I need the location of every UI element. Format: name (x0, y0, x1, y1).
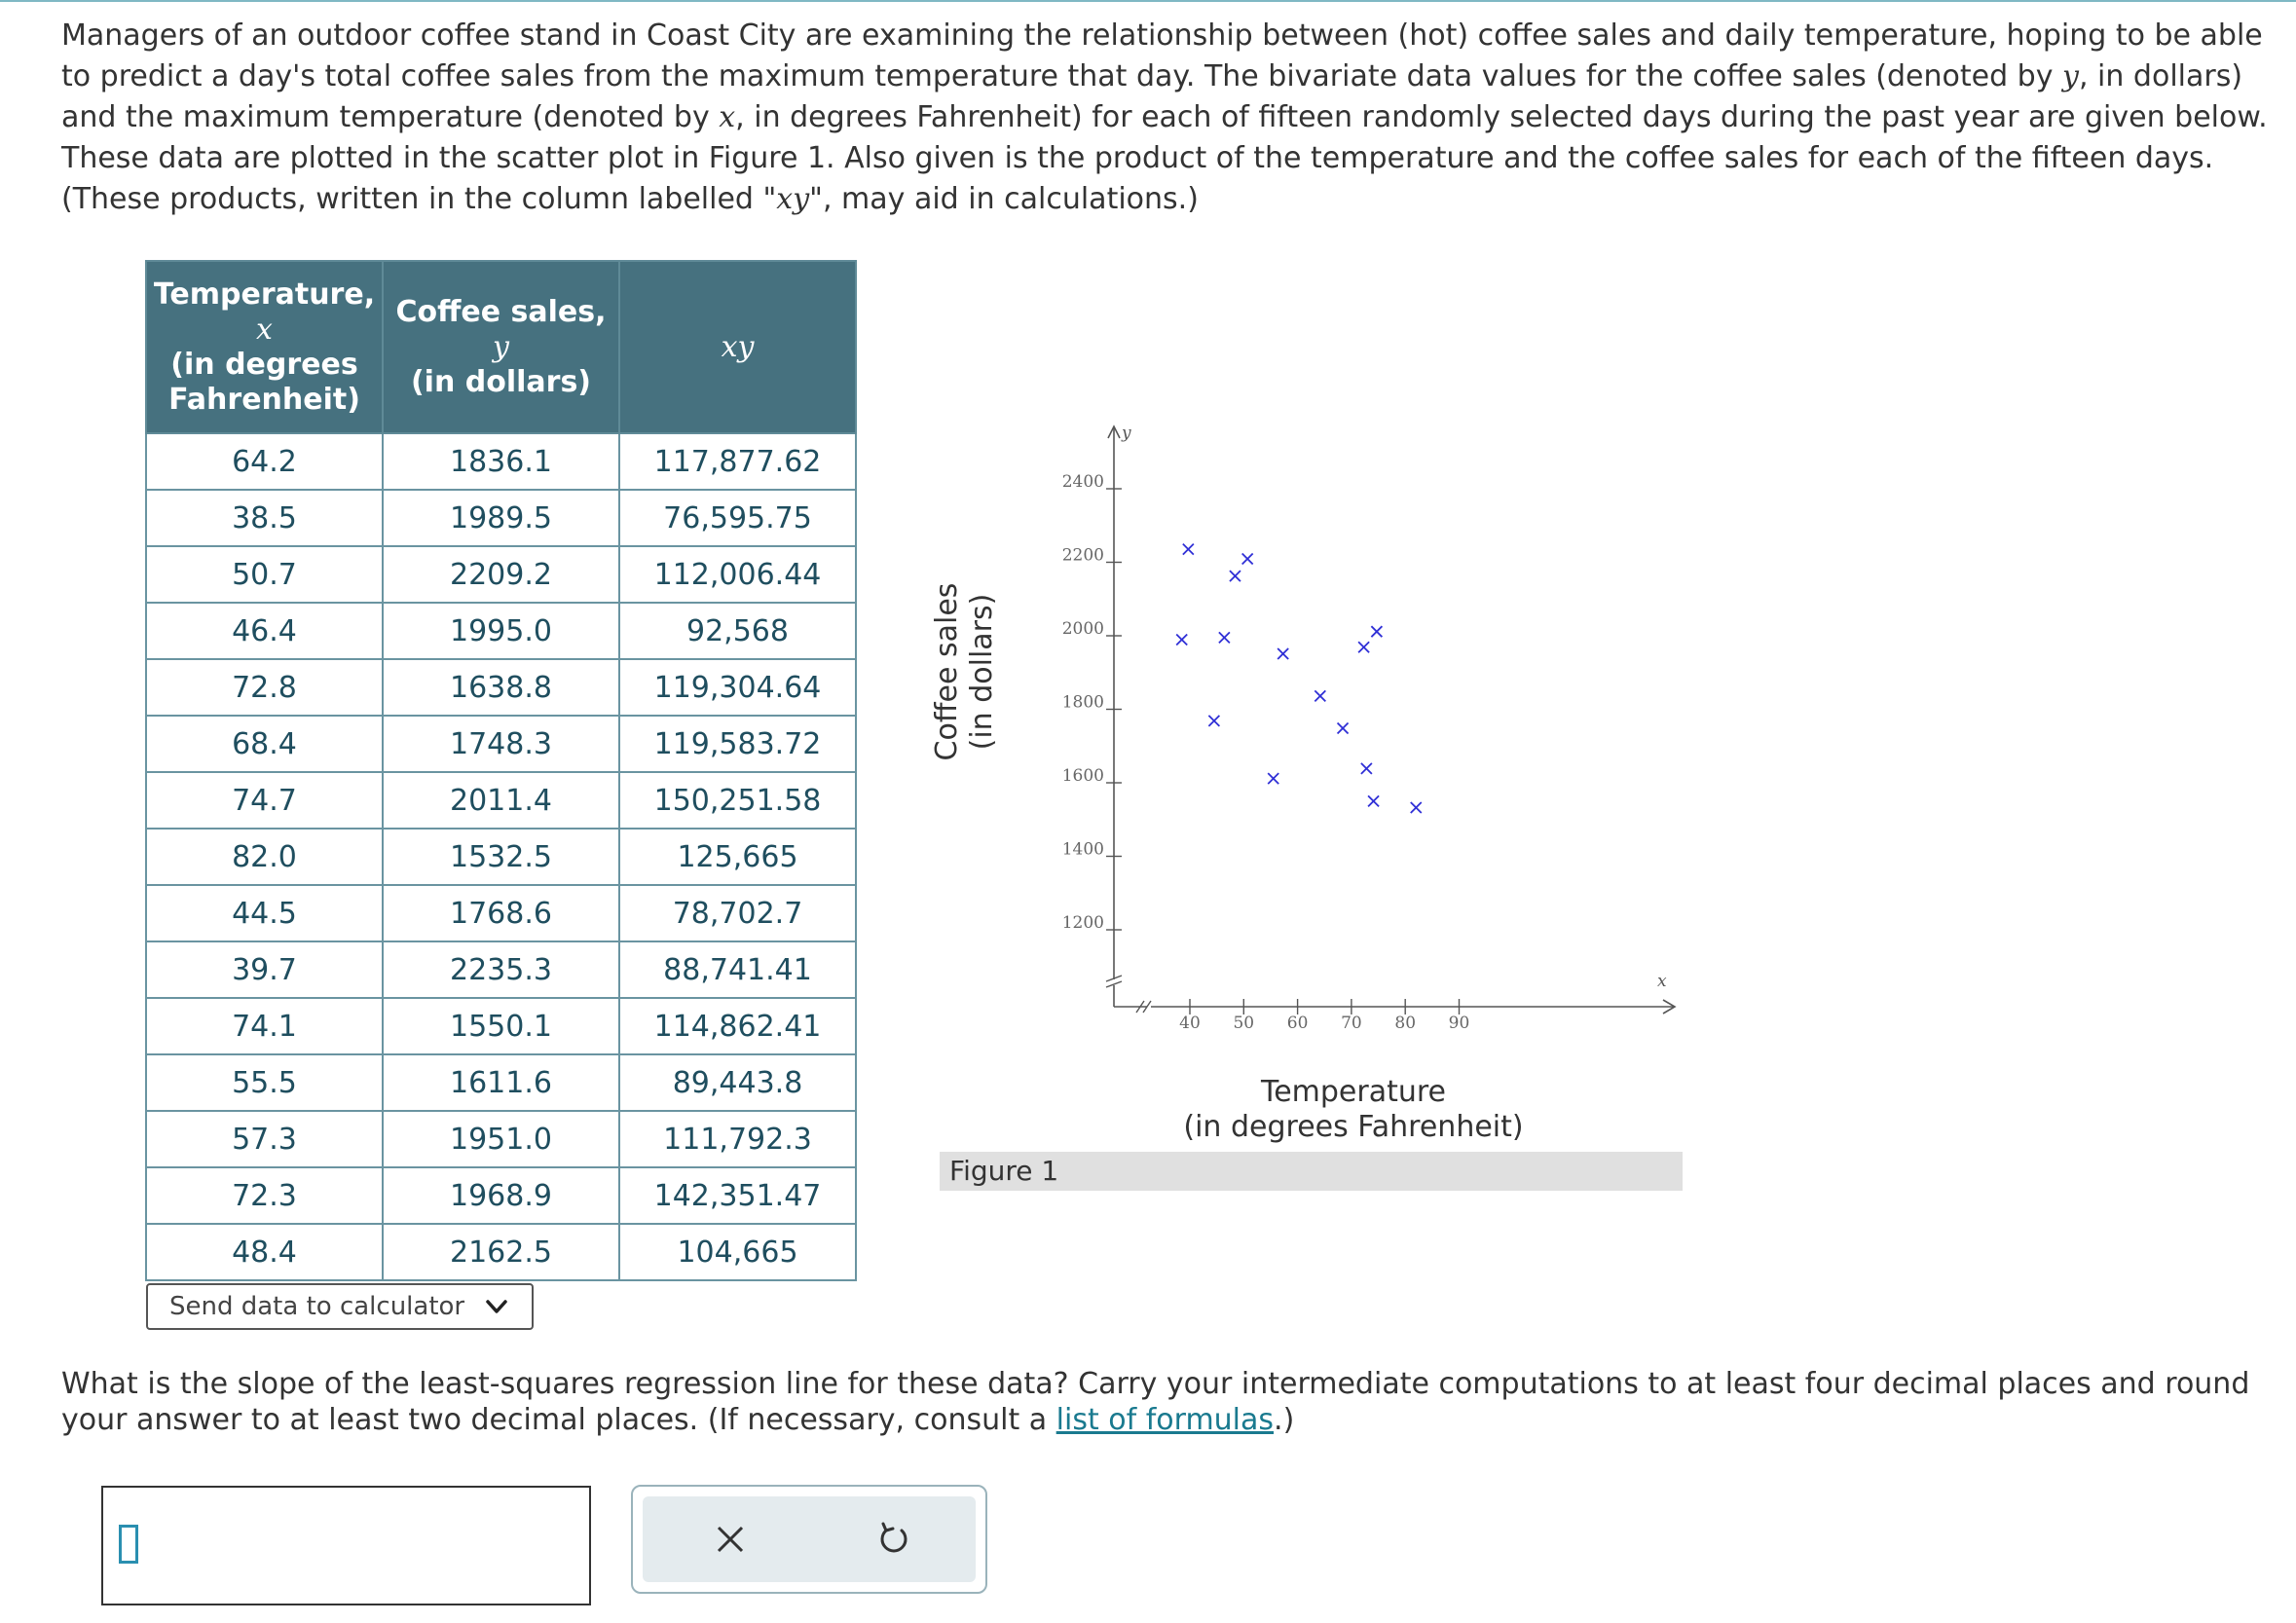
coffee-sales-cell: 1638.8 (383, 659, 619, 716)
xy-cell: 114,862.41 (619, 998, 856, 1054)
xy-cell: 125,665 (619, 829, 856, 885)
xy-cell: 78,702.7 (619, 885, 856, 941)
data-point (1278, 648, 1288, 659)
x-axis-title: Temperature (in degrees Fahrenheit) (1183, 1075, 1524, 1144)
temperature-cell: 57.3 (146, 1111, 383, 1167)
cursor-placeholder (119, 1525, 138, 1564)
data-point (1176, 634, 1187, 645)
table-row (146, 659, 856, 716)
table-row (146, 1054, 856, 1111)
coffee-sales-cell: 1532.5 (383, 829, 619, 885)
temperature-cell: 39.7 (146, 941, 383, 998)
data-point (1219, 632, 1230, 643)
data-point (1242, 554, 1253, 565)
data-point (1358, 642, 1369, 652)
table-row (146, 941, 856, 998)
header-temperature: Temperature, x (in degrees Fahrenheit) (146, 261, 383, 433)
temperature-cell: 38.5 (146, 490, 383, 546)
coffee-sales-cell: 1836.1 (383, 433, 619, 490)
scatter-plot (935, 389, 1694, 1051)
intro-var-xy: xy (776, 182, 810, 216)
x-tick-label: 40 (1179, 1014, 1201, 1033)
intro-text-4: ", may aid in calculations.) (809, 182, 1199, 216)
data-table (145, 260, 857, 1281)
chevron-down-icon (485, 1297, 508, 1316)
table-row (146, 546, 856, 603)
x-tick-label: 70 (1341, 1014, 1362, 1033)
table-row (146, 1224, 856, 1280)
data-point (1361, 763, 1372, 774)
coffee-sales-cell: 1951.0 (383, 1111, 619, 1167)
intro-text-2: , in dollars) and the maximum temperature (denoted by (61, 59, 2243, 134)
xy-cell: 150,251.58 (619, 772, 856, 829)
xy-cell: 76,595.75 (619, 490, 856, 546)
table-row (146, 603, 856, 659)
xy-cell: 88,741.41 (619, 941, 856, 998)
data-point (1208, 716, 1219, 726)
x-axis-symbol: x (1657, 972, 1667, 991)
coffee-sales-cell: 1968.9 (383, 1167, 619, 1224)
temperature-cell: 82.0 (146, 829, 383, 885)
table-row (146, 772, 856, 829)
y-tick-label: 1200 (1061, 913, 1104, 933)
temperature-cell: 48.4 (146, 1224, 383, 1280)
coffee-sales-cell: 2011.4 (383, 772, 619, 829)
x-tick-label: 60 (1286, 1014, 1309, 1033)
figure-caption: Figure 1 (940, 1152, 1683, 1191)
y-tick-label: 1400 (1061, 839, 1104, 860)
data-point (1230, 571, 1241, 581)
table-row (146, 885, 856, 941)
temperature-cell: 46.4 (146, 603, 383, 659)
xy-cell: 112,006.44 (619, 546, 856, 603)
coffee-sales-cell: 1550.1 (383, 998, 619, 1054)
send-data-to-calculator-dropdown[interactable] (146, 1283, 534, 1330)
xy-cell: 89,443.8 (619, 1054, 856, 1111)
undo-icon (872, 1518, 915, 1561)
data-point (1268, 773, 1278, 784)
data-point (1315, 690, 1325, 701)
y-axis-symbol: y (1122, 424, 1131, 443)
undo-button[interactable] (872, 1518, 915, 1561)
temperature-cell: 74.7 (146, 772, 383, 829)
y-axis-title: Coffee sales (in dollars) (930, 582, 999, 761)
temperature-cell: 50.7 (146, 546, 383, 603)
answer-tools (631, 1485, 987, 1594)
close-icon (709, 1518, 752, 1561)
y-tick-label: 2000 (1061, 619, 1104, 639)
clear-button[interactable] (709, 1518, 752, 1561)
table-row (146, 490, 856, 546)
xy-cell: 104,665 (619, 1224, 856, 1280)
header-xy: xy (619, 261, 856, 433)
problem-statement (61, 16, 2291, 220)
coffee-sales-cell: 2235.3 (383, 941, 619, 998)
intro-text-3: , in degrees Fahrenheit) for each of fifteen randomly selected days during the past year are given below. These data are plotted in the scatter plot in Figure 1. Also given is the product of the temperature and the coffee sales for each of the fifteen days. (These products, written in the column labelled " (61, 100, 2268, 216)
top-rule (0, 0, 2296, 2)
coffee-sales-cell: 1748.3 (383, 716, 619, 772)
x-tick-label: 50 (1233, 1014, 1255, 1033)
list-of-formulas-link[interactable]: list of formulas (1055, 1403, 1275, 1437)
data-point (1371, 626, 1382, 637)
table-header-row (146, 261, 856, 433)
table-row (146, 1167, 856, 1224)
xy-cell: 119,304.64 (619, 659, 856, 716)
xy-cell: 117,877.62 (619, 433, 856, 490)
table-row (146, 716, 856, 772)
intro-text-1: Managers of an outdoor coffee stand in Coast City are examining the relationship between (hot) coffee sales and daily temperature, hoping to be able to predict a day's total coffee sales from the maximum temperature that day. The bivariate data values for the coffee sales (denoted by (61, 18, 2263, 93)
x-tick-label: 80 (1394, 1014, 1417, 1033)
y-tick-label: 2200 (1061, 545, 1104, 566)
coffee-sales-cell: 2209.2 (383, 546, 619, 603)
data-point (1368, 795, 1379, 806)
table-row (146, 433, 856, 490)
question-text: What is the slope of the least-squares regression line for these data? Carry your intermediate computations to at least four decimal places and round your answer to at least two decimal places. (If necessary, consult a list of formulas.) (61, 1367, 2250, 1437)
coffee-sales-cell: 2162.5 (383, 1224, 619, 1280)
y-tick-label: 1600 (1061, 766, 1104, 786)
intro-var-y: y (2062, 59, 2079, 93)
header-coffee-sales: Coffee sales, y (in dollars) (383, 261, 619, 433)
table-row (146, 1111, 856, 1167)
temperature-cell: 44.5 (146, 885, 383, 941)
temperature-cell: 55.5 (146, 1054, 383, 1111)
temperature-cell: 64.2 (146, 433, 383, 490)
coffee-sales-cell: 1989.5 (383, 490, 619, 546)
coffee-sales-cell: 1611.6 (383, 1054, 619, 1111)
temperature-cell: 68.4 (146, 716, 383, 772)
y-tick-label: 2400 (1061, 472, 1104, 492)
table-row (146, 829, 856, 885)
x-tick-label: 90 (1448, 1014, 1470, 1033)
data-point (1411, 802, 1422, 813)
answer-input[interactable] (101, 1486, 591, 1605)
coffee-sales-cell: 1768.6 (383, 885, 619, 941)
xy-cell: 92,568 (619, 603, 856, 659)
temperature-cell: 72.3 (146, 1167, 383, 1224)
xy-cell: 142,351.47 (619, 1167, 856, 1224)
intro-var-x: x (719, 100, 736, 134)
temperature-cell: 72.8 (146, 659, 383, 716)
coffee-sales-cell: 1995.0 (383, 603, 619, 659)
data-point (1183, 544, 1194, 555)
send-data-label: Send data to calculator (169, 1292, 465, 1321)
data-point (1338, 723, 1349, 734)
temperature-cell: 74.1 (146, 998, 383, 1054)
table-row (146, 998, 856, 1054)
xy-cell: 111,792.3 (619, 1111, 856, 1167)
xy-cell: 119,583.72 (619, 716, 856, 772)
table-body (146, 433, 856, 1280)
y-tick-label: 1800 (1061, 692, 1104, 713)
